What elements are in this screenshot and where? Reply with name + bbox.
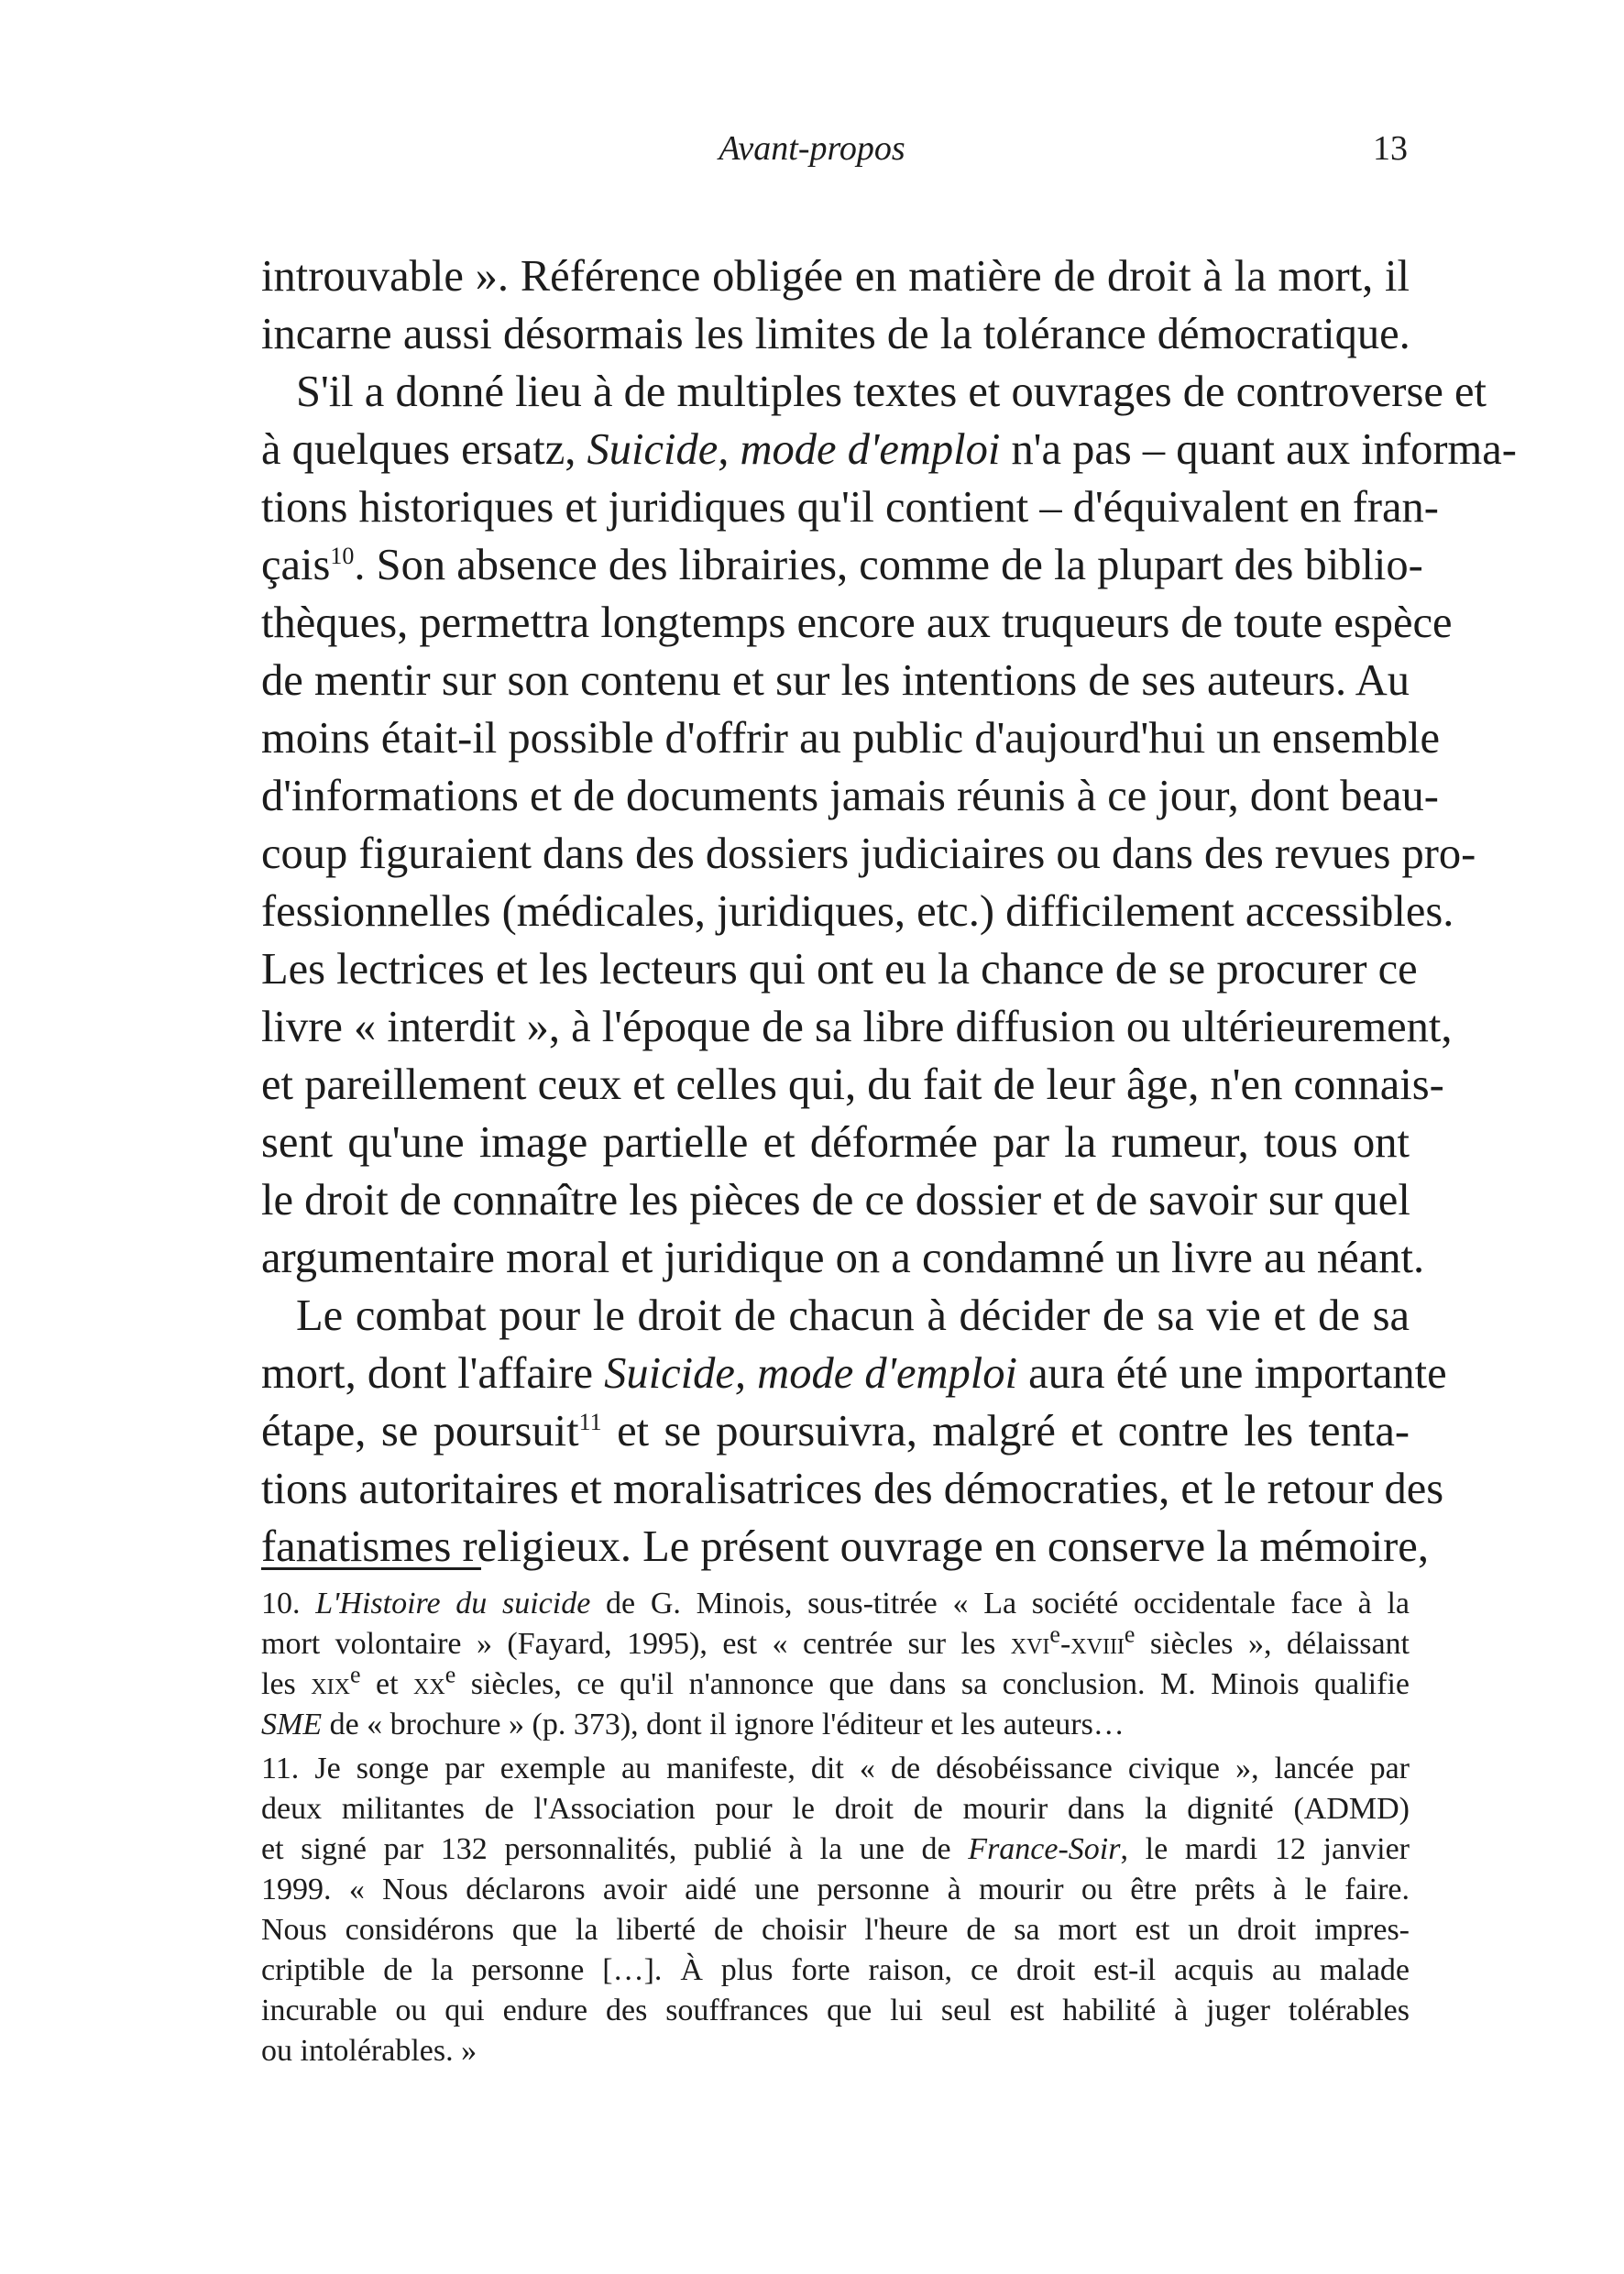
text-line (261, 1584, 1410, 1624)
text-line: sent qu'une image partielle et déformée par la rumeur, tous ont (261, 1118, 1410, 1167)
text-line: incarne aussi désormais les limites de la tolérance démocratique. (261, 310, 1410, 358)
text-line: tions autoritaires et moralisatrices des démocraties, et le retour des (261, 1465, 1444, 1513)
text-line: S'il a donné lieu à de multiples textes et ouvrages de controverse et (296, 368, 1487, 416)
text-line: tions historiques et juridiques qu'il contient – d'équivalent en fran- (261, 483, 1439, 532)
text-line: deux militantes de l'Association pour le droit de mourir dans la dignité (ADMD) (261, 1792, 1410, 1826)
ordinal: e (444, 1661, 456, 1688)
body-text (261, 247, 1517, 1576)
text-line (261, 1345, 1447, 1402)
text-line (261, 1829, 1410, 1870)
text-run: et signé par 132 personnalités, publié à la une de (261, 1832, 969, 1866)
footnote-number: 10. (261, 1587, 301, 1620)
text-line: fessionnelles (médicales, juridiques, etc.) difficilement accessibles. (261, 887, 1454, 936)
text-run: mort, dont l'affaire (261, 1349, 605, 1398)
text-run: Je songe par exemple au manifeste, dit « de désobéissance civique », lancée par (299, 1752, 1410, 1785)
footnotes (261, 1584, 1410, 2075)
century: xvi (1010, 1627, 1050, 1661)
footnote-ref[interactable]: 10 (330, 542, 355, 569)
running-title: Avant-propos (719, 129, 905, 168)
text-line: et pareillement ceux et celles qui, du fait de leur âge, n'en connais- (261, 1060, 1444, 1109)
text-line: Nous considérons que la liberté de choisir l'heure de sa mort est un droit impres- (261, 1913, 1410, 1947)
footnote-number: 11. (261, 1752, 300, 1785)
footnote-separator (261, 1567, 481, 1570)
text-line: coup figuraient dans des dossiers judiciaires ou dans des revues pro- (261, 829, 1476, 878)
text-line: le droit de connaître les pièces de ce dossier et de savoir sur quel (261, 1176, 1410, 1225)
paragraph-2 (261, 363, 1517, 1287)
text-run: et (360, 1667, 414, 1701)
text-line: de mentir sur son contenu et sur les intentions de ses auteurs. Au (261, 656, 1410, 705)
century: xx (413, 1667, 445, 1701)
text-line: argumentaire moral et juridique on a condamné un livre au néant. (261, 1234, 1425, 1282)
book-title: Suicide, mode d'emploi (604, 1349, 1017, 1398)
text-line (261, 1402, 1410, 1460)
abbreviation: SME (261, 1708, 323, 1741)
text-run: çais (261, 541, 331, 589)
text-line (261, 1749, 1410, 1789)
text-run: n'a pas – quant aux informa- (1000, 425, 1517, 474)
text-line: 1999. « Nous déclarons avoir aidé une personne à mourir ou être prêts à le faire. (261, 1873, 1410, 1906)
footnote-ref[interactable]: 11 (578, 1408, 602, 1435)
text-run: mort volontaire » (Fayard, 1995), est « centrée sur les (261, 1627, 1011, 1661)
paragraph-1 (261, 247, 1410, 363)
text-run: - (1059, 1627, 1071, 1661)
text-line: thèques, permettra longtemps encore aux truqueurs de toute espèce (261, 599, 1453, 647)
text-run: étape, se poursuit (261, 1407, 579, 1456)
text-line: d'informations et de documents jamais réunis à ce jour, dont beau- (261, 772, 1439, 820)
text-run: siècles », délaissant (1135, 1627, 1410, 1661)
footnote-11 (261, 1749, 1410, 2071)
text-run: à quelques ersatz, (261, 425, 587, 474)
text-line: Les lectrices et les lecteurs qui ont eu la chance de se procurer ce (261, 945, 1418, 994)
text-line: ou intolérables. » (261, 2034, 477, 2068)
ordinal: e (349, 1661, 361, 1688)
text-run: . Son absence des librairies, comme de la plupart des biblio- (354, 541, 1423, 589)
footnote-10 (261, 1584, 1410, 1745)
book-title: L'Histoire du suicide (315, 1587, 591, 1620)
text-run: les (261, 1667, 312, 1701)
text-line (261, 536, 1423, 594)
text-line: moins était-il possible d'offrir au public d'aujourd'hui un ensemble (261, 714, 1441, 763)
running-head (0, 128, 1624, 183)
text-run: siècles, ce qu'il n'annonce que dans sa conclusion. M. Minois qualifie (455, 1667, 1410, 1701)
paragraph-3 (261, 1287, 1447, 1576)
text-line: introuvable ». Référence obligée en matière de droit à la mort, il (261, 252, 1410, 301)
book-title: Suicide, mode d'emploi (587, 425, 1001, 474)
ordinal: e (1049, 1620, 1060, 1648)
text-line: fanatismes religieux. Le présent ouvrage en conserve la mémoire, (261, 1522, 1429, 1571)
text-run: de « brochure » (p. 373), dont il ignore l'éditeur et les auteurs… (322, 1708, 1125, 1741)
text-run: aura été une importante (1016, 1349, 1447, 1398)
text-line: incurable ou qui endure des souffrances que lui seul est habilité à juger tolérables (261, 1994, 1410, 2027)
newspaper-title: France-Soir (968, 1832, 1121, 1866)
text-line: livre « interdit », à l'époque de sa libre diffusion ou ultérieurement, (261, 1003, 1453, 1051)
text-run: de G. Minois, sous-titrée « La société occidentale face à la (590, 1587, 1410, 1620)
text-line: Le combat pour le droit de chacun à décider de sa vie et de sa (296, 1291, 1410, 1340)
text-line (261, 1620, 1410, 1664)
text-line (261, 1705, 1410, 1745)
text-line (261, 1661, 1410, 1705)
text-run: et se poursuivra, malgré et contre les tenta- (601, 1407, 1410, 1456)
ordinal: e (1124, 1620, 1136, 1648)
text-run: , le mardi 12 janvier (1120, 1832, 1410, 1866)
century: xix (311, 1667, 350, 1701)
text-line (261, 421, 1517, 478)
text-line: criptible de la personne […]. À plus forte raison, ce droit est-il acquis au malade (261, 1953, 1410, 1987)
century: xviii (1070, 1627, 1125, 1661)
page-number: 13 (1373, 129, 1408, 168)
